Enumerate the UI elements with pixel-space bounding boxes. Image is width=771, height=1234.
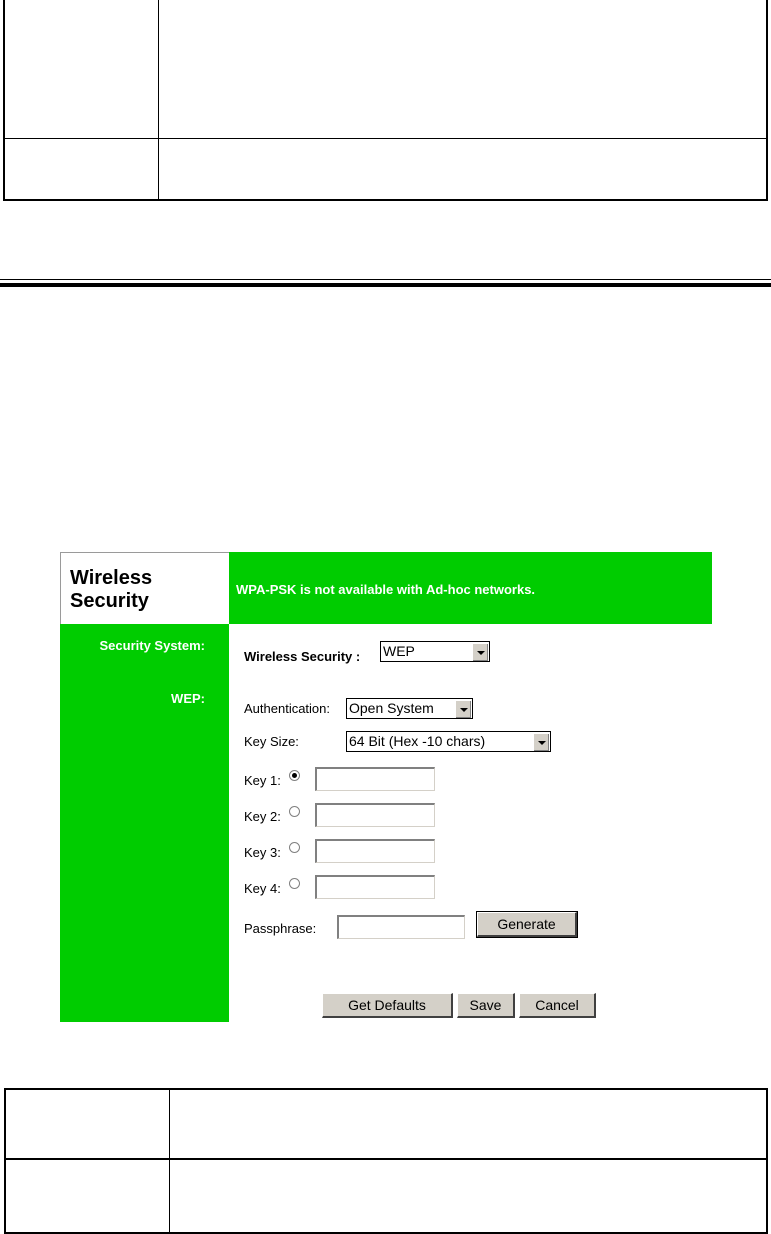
notice-banner bbox=[229, 552, 712, 624]
section-divider-thin bbox=[0, 279, 771, 280]
key1-radio[interactable] bbox=[289, 770, 300, 781]
settings-sidebar bbox=[60, 624, 229, 1022]
key4-input[interactable] bbox=[315, 875, 435, 899]
page-title: Wireless Security bbox=[60, 552, 229, 624]
key3-radio[interactable] bbox=[289, 842, 300, 853]
key2-radio[interactable] bbox=[289, 806, 300, 817]
table-row-divider bbox=[5, 138, 766, 139]
section-divider-thick bbox=[0, 283, 771, 287]
table-column-divider bbox=[158, 0, 159, 199]
key2-label: Key 2: bbox=[244, 809, 281, 824]
authentication-value: Open System bbox=[349, 700, 434, 716]
security-system-label: Security System: bbox=[99, 638, 205, 653]
key-size-select[interactable] bbox=[346, 731, 551, 752]
passphrase-label: Passphrase: bbox=[244, 921, 317, 936]
wireless-security-value: WEP bbox=[383, 643, 415, 659]
notice-text: WPA-PSK is not available with Ad-hoc networks. bbox=[236, 582, 536, 597]
save-button[interactable]: Save bbox=[457, 993, 515, 1018]
chevron-down-icon[interactable] bbox=[533, 733, 549, 751]
key4-label: Key 4: bbox=[244, 881, 281, 896]
passphrase-input[interactable] bbox=[337, 915, 465, 939]
key3-label: Key 3: bbox=[244, 845, 281, 860]
key2-input[interactable] bbox=[315, 803, 435, 827]
key1-label: Key 1: bbox=[244, 773, 281, 788]
wireless-security-screen bbox=[60, 552, 712, 1022]
wep-section-label: WEP: bbox=[171, 691, 205, 706]
bottom-description-table bbox=[4, 1088, 768, 1234]
cancel-button[interactable]: Cancel bbox=[519, 993, 596, 1018]
key-size-label: Key Size: bbox=[244, 734, 299, 749]
authentication-label: Authentication: bbox=[244, 701, 331, 716]
key3-input[interactable] bbox=[315, 839, 435, 863]
chevron-down-icon[interactable] bbox=[472, 643, 488, 661]
table-row-divider bbox=[6, 1158, 766, 1160]
wireless-security-select[interactable] bbox=[380, 641, 490, 662]
chevron-down-icon[interactable] bbox=[455, 700, 471, 718]
key4-radio[interactable] bbox=[289, 878, 300, 889]
key-size-value: 64 Bit (Hex -10 chars) bbox=[349, 733, 486, 749]
top-description-table bbox=[3, 0, 768, 201]
get-defaults-button[interactable]: Get Defaults bbox=[322, 993, 453, 1018]
authentication-select[interactable] bbox=[346, 698, 473, 719]
wireless-security-label: Wireless Security : bbox=[244, 649, 361, 664]
generate-button[interactable]: Generate bbox=[477, 912, 577, 937]
key1-input[interactable] bbox=[315, 767, 435, 791]
table-column-divider bbox=[169, 1090, 170, 1232]
